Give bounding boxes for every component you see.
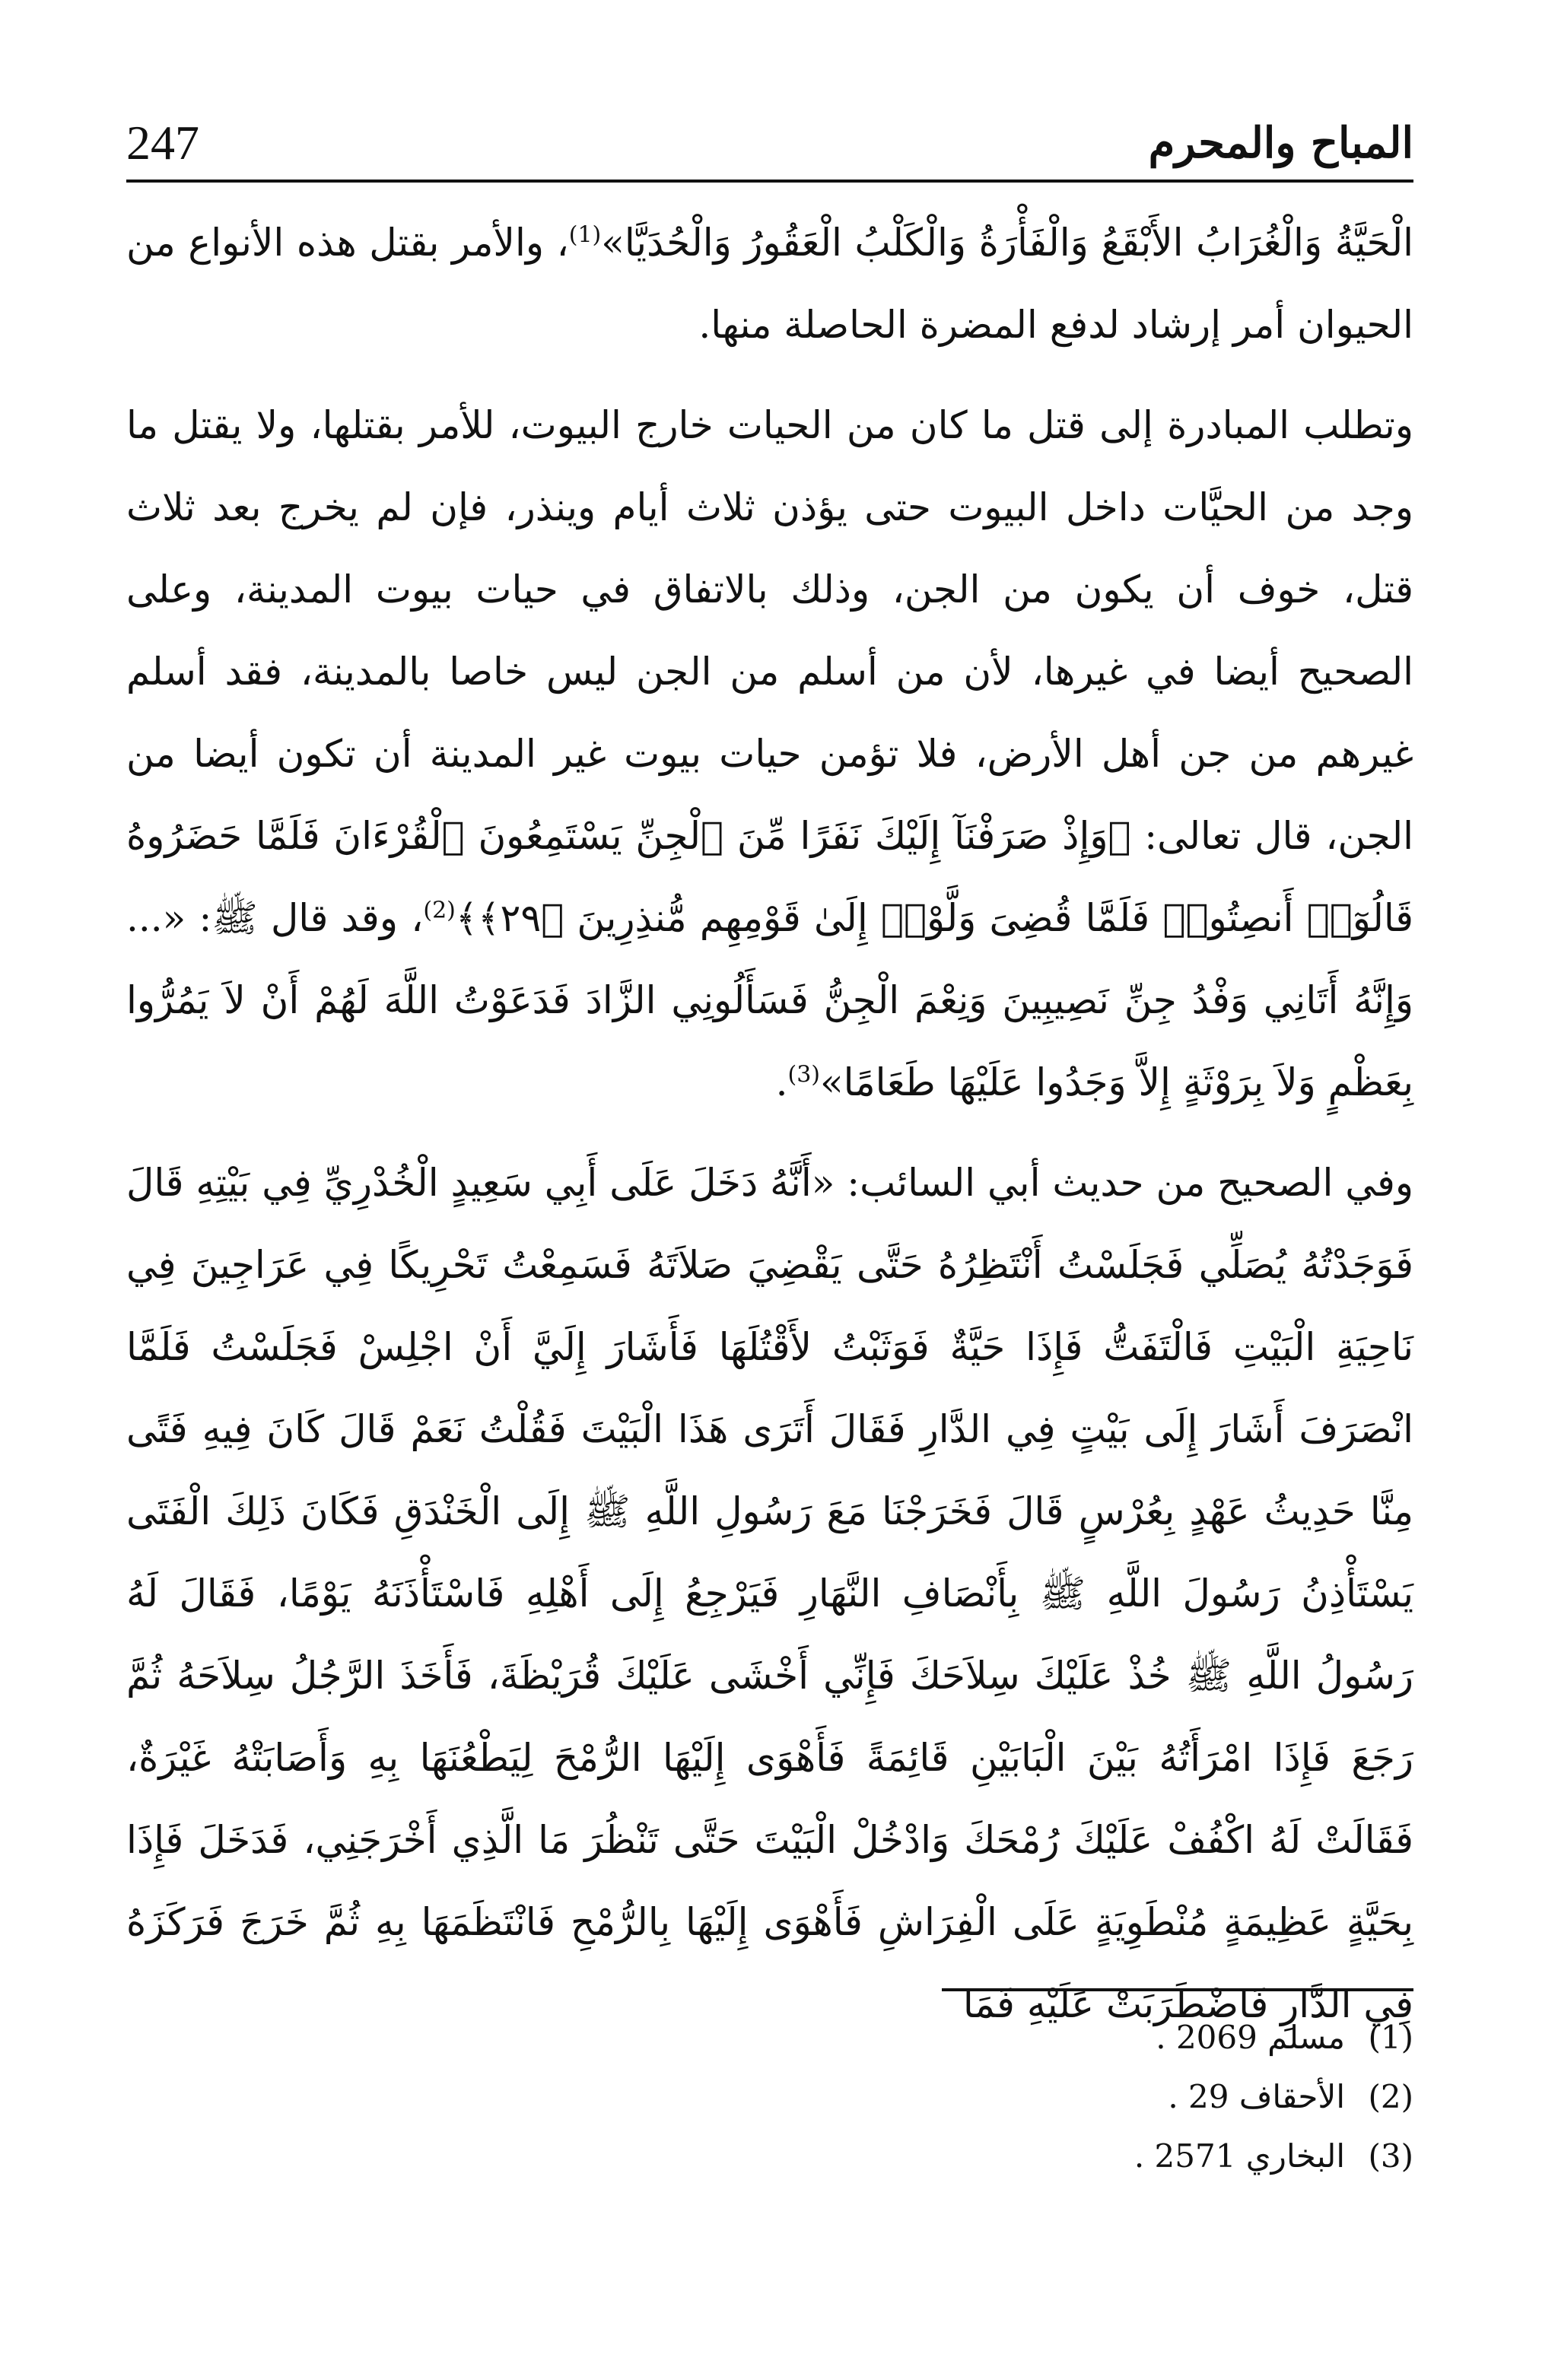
footnote-text: البخاري 2571 . — [1134, 2137, 1345, 2175]
paragraph-1-text: الْحَيَّةُ وَالْغُرَابُ الأَبْقَعُ وَالْفَأْرَةُ وَالْكَلْبُ الْعَقُورُ وَالْحُدَيَّا» — [601, 221, 1413, 265]
page-number: 247 — [126, 116, 199, 170]
footnote-text: الأحقاف 29 . — [1168, 2078, 1345, 2115]
footnote-number: (3) — [1368, 2137, 1413, 2175]
footnotes — [653, 2008, 1413, 2186]
main-text — [126, 202, 1413, 2045]
footnote-text: مسلم 2069 . — [1156, 2019, 1345, 2056]
paragraph-2-end: . — [775, 1060, 788, 1104]
footnote-number: (1) — [1368, 2019, 1413, 2056]
paragraph-2 — [126, 384, 1413, 1123]
running-title: المباح والمحرم — [1148, 118, 1413, 168]
paragraph-3-text: وفي الصحيح من حديث أبي السائب: «أَنَّهُ دَخَلَ عَلَى أَبِي سَعِيدٍ الْخُدْرِيِّ فِي بَيْتِهِ قَالَ فَوَجَدْتُهُ يُصَلِّي فَجَلَسْتُ أَنْتَظِرُهُ حَتَّى يَقْضِيَ صَلاَتَهُ فَسَمِعْتُ تَحْرِيكًا فِي عَرَاجِينَ فِي نَاحِيَةِ الْبَيْتِ فَالْتَفَتُّ فَإِذَا حَيَّةٌ فَوَثَبْتُ لأَقْتُلَهَا فَأَشَارَ إِلَيَّ أَنْ اجْلِسْ فَجَلَسْتُ فَلَمَّا انْصَرَفَ أَشَارَ إِلَى بَيْتٍ فِي الدَّارِ فَقَالَ أَتَرَى هَذَا الْبَيْتَ فَقُلْتُ نَعَمْ قَالَ كَانَ فِيهِ فَتًى مِنَّا حَدِيثُ عَهْدٍ بِعُرْسٍ قَالَ فَخَرَجْنَا مَعَ رَسُولِ اللَّهِ ﷺ إِلَى الْخَنْدَقِ فَكَانَ ذَلِكَ الْفَتَى يَسْتَأْذِنُ رَسُولَ اللَّهِ ﷺ بِأَنْصَافِ النَّهَارِ فَيَرْجِعُ إِلَى أَهْلِهِ فَاسْتَأْذَنَهُ يَوْمًا، فَقَالَ لَهُ رَسُولُ اللَّهِ ﷺ خُذْ عَلَيْكَ سِلاَحَكَ فَإِنِّي أَخْشَى عَلَيْكَ قُرَيْظَةَ، فَأَخَذَ الرَّجُلُ سِلاَحَهُ ثُمَّ رَجَعَ فَإِذَا امْرَأَتُهُ بَيْنَ الْبَابَيْنِ قَائِمَةً فَأَهْوَى إِلَيْهَا الرُّمْحَ لِيَطْعُنَهَا بِهِ وَأَصَابَتْهُ غَيْرَةٌ، فَقَالَتْ لَهُ اكْفُفْ عَلَيْكَ رُمْحَكَ وَادْخُلْ الْبَيْتَ حَتَّى تَنْظُرَ مَا الَّذِي أَخْرَجَنِي، فَدَخَلَ فَإِذَا بِحَيَّةٍ عَظِيمَةٍ مُنْطَوِيَةٍ عَلَى الْفِرَاشِ فَأَهْوَى إِلَيْهَا بِالرُّمْحِ فَانْتَظَمَهَا بِهِ ثُمَّ خَرَجَ فَرَكَزَهُ فِي الدَّارِ فَاضْطَرَبَتْ عَلَيْهِ فَمَا — [126, 1161, 1414, 2026]
paragraph-3 — [126, 1142, 1413, 2045]
footnote-3 — [653, 2127, 1413, 2186]
footnote-1 — [653, 2008, 1413, 2067]
paragraph-2-text-cont: ، وقد قال ﷺ: «... وَإِنَّهُ أَتَانِي وَفْدُ جِنِّ نَصِيبِينَ وَنِعْمَ الْجِنُّ فَسَأَلُونِي الزَّادَ فَدَعَوْتُ اللَّهَ لَهُمْ أَنْ لاَ يَمُرُّوا بِعَظْمٍ وَلاَ بِرَوْثَةٍ إِلاَّ وَجَدُوا عَلَيْهَا طَعَامًا» — [126, 896, 1413, 1104]
page-header — [126, 106, 1413, 183]
footnote-number: (2) — [1368, 2078, 1413, 2115]
footnote-divider — [942, 1988, 1413, 1991]
footnote-ref-3: (3) — [787, 1061, 821, 1088]
footnote-2 — [653, 2067, 1413, 2127]
paragraph-2-text: وتطلب المبادرة إلى قتل ما كان من الحيات خارج البيوت، للأمر بقتلها، ولا يقتل ما وجد من الحيَّات داخل البيوت حتى يؤذن ثلاث أيام وينذر، فإن لم يخرج بعد ثلاث قتل، خوف أن يكون من الجن، وذلك بالاتفاق في حيات بيوت المدينة، وعلى الصحيح أيضا في غيرها، لأن من أسلم من الجن ليس خاصا بالمدينة، فقد أسلم غيرهم من جن أهل الأرض، فلا تؤمن حيات بيوت غير المدينة أن تكون أيضا من الجن، قال تعالى: ﴿وَإِذْ صَرَفْنَآ إِلَيْكَ نَفَرًا مِّنَ ٱلْجِنِّ يَسْتَمِعُونَ ٱلْقُرْءَانَ فَلَمَّا حَضَرُوهُ قَالُوٓا۟ أَنصِتُوا۟ فَلَمَّا قُضِىَ وَلَّوْا۟ إِلَىٰ قَوْمِهِم مُّنذِرِينَ ﴿٢٩﴾﴾ — [126, 403, 1413, 940]
paragraph-1 — [126, 202, 1413, 366]
paragraph-1-text-cont: ، والأمر بقتل هذه الأنواع من الحيوان أمر إرشاد لدفع المضرة الحاصلة منها. — [126, 221, 1413, 347]
footnote-ref-2: (2) — [423, 897, 456, 924]
footnote-ref-1: (1) — [568, 221, 602, 249]
